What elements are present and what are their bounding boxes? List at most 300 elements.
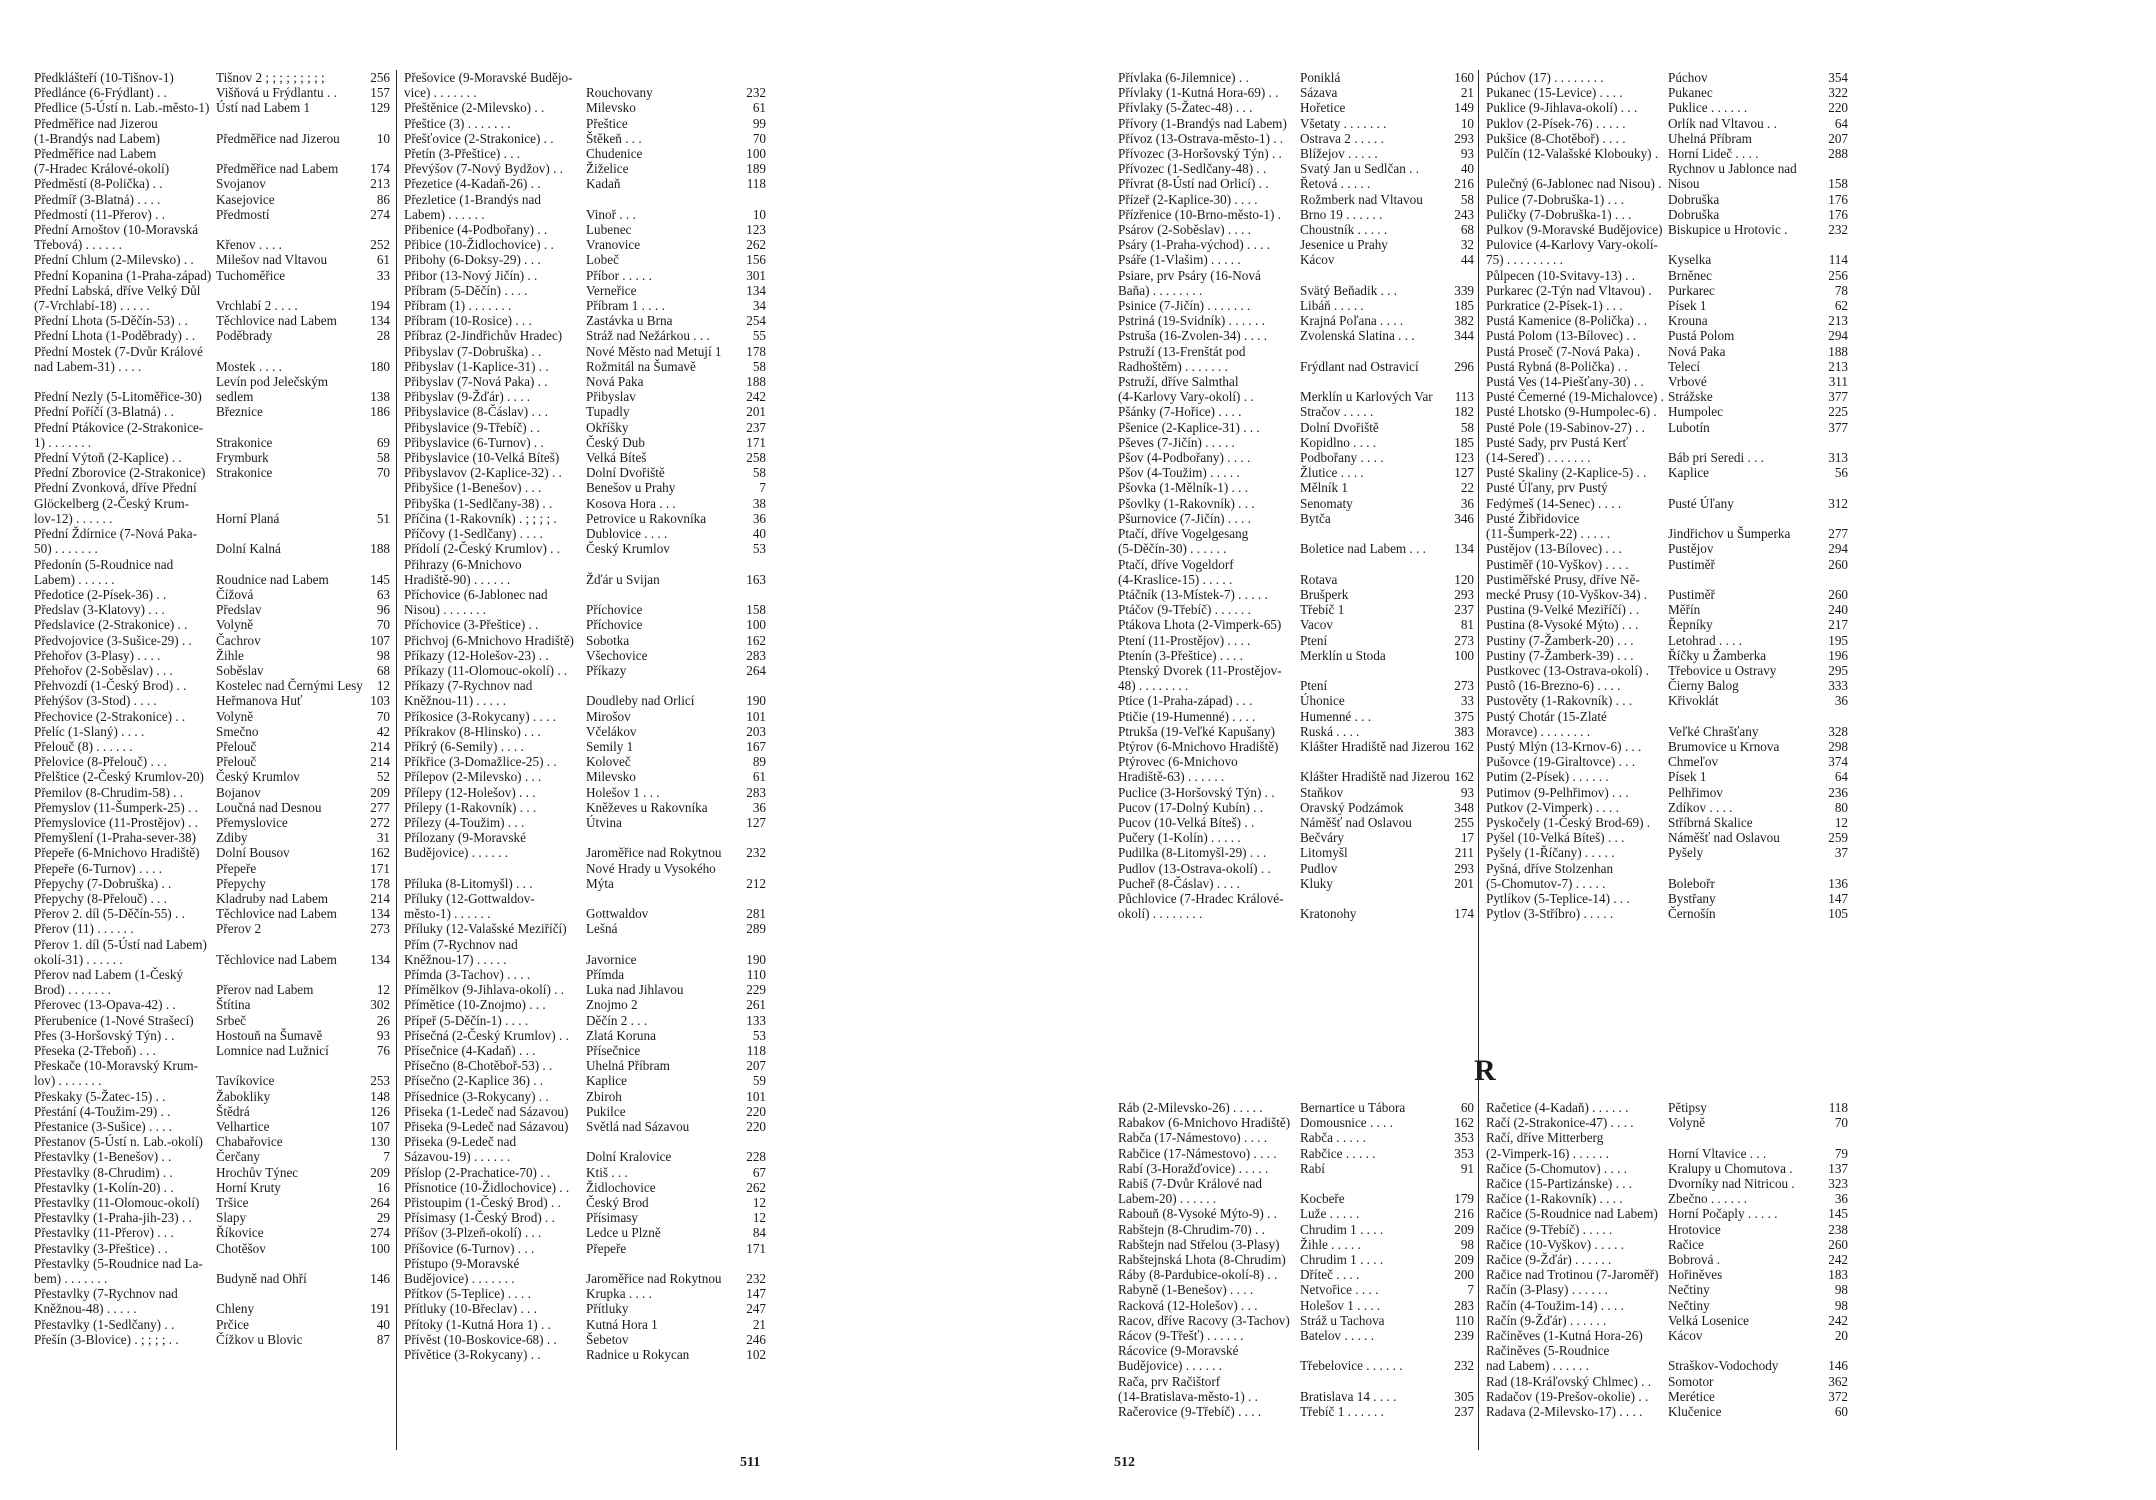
entry-page-number: 294 — [1828, 328, 1848, 344]
index-entry — [34, 465, 390, 480]
entry-locality: Přemyslovice (11-Prostějov) . . — [34, 814, 198, 830]
entry-post-office: Kácov — [1300, 252, 1335, 268]
index-entry — [34, 663, 390, 678]
index-entry — [1118, 465, 1474, 480]
entry-post-office: Poniklá — [1300, 70, 1341, 85]
entry-locality: Rabakov (6-Mnichovo Hradiště) — [1118, 1115, 1291, 1131]
index-entry — [1486, 1176, 1848, 1191]
entry-page-number: 134 — [370, 313, 390, 329]
index-entry — [1486, 344, 1848, 359]
entry-page-number: 264 — [370, 1195, 390, 1211]
index-entry — [34, 572, 390, 587]
entry-locality: Pyšel (10-Velká Bíteš) . . . — [1486, 830, 1625, 846]
index-entry — [1486, 541, 1848, 556]
entry-locality: Budějovice) . . . . . . — [1118, 1358, 1223, 1374]
entry-locality: Přelovice (8-Přelouč) . . . — [34, 754, 167, 770]
entry-post-office: Dolní Bousov — [216, 845, 290, 861]
entry-page-number: 148 — [370, 1088, 390, 1104]
entry-post-office: Čerčany — [216, 1149, 260, 1165]
index-entry — [1486, 465, 1848, 480]
entry-page-number: 26 — [376, 1012, 390, 1028]
index-entry — [1486, 769, 1848, 784]
entry-page-number: 382 — [1454, 313, 1474, 329]
entry-locality: Přestavlky (1-Sedlčany) . . — [34, 1316, 175, 1332]
entry-post-office: Hořiněves — [1668, 1267, 1723, 1283]
index-entry — [404, 633, 766, 648]
entry-page-number: 232 — [746, 85, 766, 101]
entry-post-office: Benešov u Prahy — [586, 480, 676, 496]
index-entry — [34, 298, 390, 313]
entry-locality: Přehořov (2-Soběslav) . . . — [34, 662, 173, 678]
entry-page-number: 7 — [1467, 1282, 1474, 1298]
index-entry — [404, 1134, 766, 1149]
index-entry — [404, 161, 766, 176]
entry-page-number: 162 — [1454, 738, 1474, 754]
index-entry — [404, 952, 766, 967]
entry-page-number: 70 — [376, 465, 390, 481]
entry-locality: Předonín (5-Roudnice nad — [34, 556, 174, 572]
entry-page-number: 84 — [752, 1225, 766, 1241]
index-entry — [34, 283, 390, 298]
index-entry — [34, 815, 390, 830]
entry-page-number: 190 — [746, 693, 766, 709]
entry-locality: Budějovice) . . . . . . — [404, 845, 509, 861]
entry-post-office: Kácov — [1668, 1328, 1703, 1344]
index-entry — [404, 192, 766, 207]
index-entry — [1118, 389, 1474, 404]
index-entry — [1486, 1343, 1848, 1358]
index-entry — [34, 648, 390, 663]
entry-post-office: Milevsko — [586, 100, 636, 116]
entry-locality: Pustiměřské Prusy, dříve Ně- — [1486, 571, 1640, 587]
entry-locality: Račín (4-Toužim-14) . . . . — [1486, 1297, 1624, 1313]
entry-post-office: Pětipsy — [1668, 1100, 1707, 1115]
index-entry — [404, 1256, 766, 1271]
entry-page-number: 64 — [1834, 115, 1848, 131]
entry-post-office: Vinoř . . . — [586, 206, 636, 222]
entry-locality: Přestavlky (1-Kolín-20) . . — [34, 1179, 174, 1195]
entry-post-office: Volyně — [216, 708, 254, 724]
index-entry — [34, 1317, 390, 1332]
entry-page-number: 100 — [746, 146, 766, 162]
entry-page-number: 118 — [746, 1043, 766, 1058]
index-entry — [1486, 572, 1848, 587]
entry-page-number: 171 — [746, 1240, 766, 1256]
entry-locality: Přestání (4-Toužim-29) . . — [34, 1103, 171, 1119]
entry-post-office: Žabokliky — [216, 1088, 271, 1104]
entry-page-number: 189 — [746, 161, 766, 177]
entry-page-number: 10 — [1460, 115, 1474, 131]
entry-locality: Přestavlky (1-Benešov) . . — [34, 1149, 172, 1165]
entry-post-office: Rouchovany — [586, 85, 653, 101]
entry-locality: (4-Karlovy Vary-okolí) . . — [1118, 389, 1254, 405]
index-entry — [404, 1271, 766, 1286]
index-entry — [1486, 1404, 1848, 1419]
entry-locality: Přepeře (6-Turnov) . . . . — [34, 860, 163, 876]
index-entry — [404, 131, 766, 146]
index-entry — [404, 359, 766, 374]
entry-post-office: Přísečnice — [586, 1043, 641, 1058]
entry-page-number: 40 — [752, 526, 766, 542]
entry-post-office: Luže . . . . . — [1300, 1206, 1360, 1222]
left-column-1 — [34, 70, 390, 1347]
entry-page-number: 99 — [752, 115, 766, 131]
index-entry — [1486, 602, 1848, 617]
entry-locality: Rača, prv Račištorf — [1118, 1373, 1221, 1389]
page-number-right: 512 — [1114, 1455, 1135, 1470]
entry-page-number: 305 — [1454, 1388, 1474, 1404]
index-entry — [1118, 845, 1474, 860]
entry-locality: okolí-31) . . . . . . — [34, 951, 123, 967]
index-entry — [1118, 100, 1474, 115]
entry-locality: Nisou) . . . . . . . — [404, 602, 487, 618]
entry-post-office: Všechovice — [586, 647, 648, 663]
entry-locality: Přestanice (3-Sušice) . . . . — [34, 1119, 173, 1135]
index-entry — [34, 678, 390, 693]
entry-post-office: Včelákov — [586, 723, 637, 739]
entry-locality: Přezletice (1-Brandýs nad — [404, 191, 541, 207]
index-entry — [34, 921, 390, 936]
index-entry — [1486, 389, 1848, 404]
entry-page-number: 176 — [1828, 191, 1848, 207]
entry-post-office: Dříteč . . . . — [1300, 1267, 1360, 1283]
entry-post-office: Lobeč — [586, 252, 619, 268]
entry-locality: (4-Kraslice-15) . . . . . — [1118, 571, 1233, 587]
index-entry — [404, 420, 766, 435]
entry-post-office: Lubenec — [586, 222, 632, 238]
index-entry — [1118, 161, 1474, 176]
index-entry — [1118, 1100, 1474, 1115]
index-entry — [1486, 313, 1848, 328]
entry-locality: Pulkov (9-Moravské Budějovice) — [1486, 222, 1663, 238]
entry-post-office: Čachrov — [216, 632, 261, 648]
entry-page-number: 114 — [1828, 252, 1848, 268]
entry-page-number: 186 — [370, 404, 390, 420]
entry-post-office: Podbořany . . . . — [1300, 450, 1384, 466]
entry-page-number: 33 — [376, 267, 390, 283]
index-entry — [1118, 328, 1474, 343]
entry-locality: Moravce) . . . . . . . . — [1486, 723, 1591, 739]
entry-page-number: 12 — [376, 678, 390, 694]
entry-locality: Přísnotice (10-Židlochovice) . . — [404, 1179, 570, 1195]
entry-page-number: 22 — [1460, 480, 1474, 496]
index-entry — [34, 724, 390, 739]
entry-post-office: Mostek . . . . — [216, 358, 282, 374]
entry-post-office: Chmeľov — [1668, 754, 1719, 770]
index-entry — [1118, 1206, 1474, 1221]
entry-page-number: 70 — [752, 130, 766, 146]
entry-page-number: 185 — [1454, 298, 1474, 314]
entry-locality: Přední Zvonková, dříve Přední — [34, 480, 197, 496]
entry-locality: Rabiš (7-Dvůr Králové nad — [1118, 1176, 1262, 1192]
entry-page-number: 69 — [376, 434, 390, 450]
entry-post-office: Vranovice — [586, 237, 641, 253]
entry-locality: (2-Vimperk-16) . . . . . . — [1486, 1145, 1609, 1161]
entry-page-number: 256 — [1828, 267, 1848, 283]
entry-page-number: 311 — [1828, 374, 1848, 390]
entry-locality: Glöckelberg (2-Český Krum- — [34, 495, 190, 511]
entry-page-number: 196 — [1828, 647, 1848, 663]
entry-locality: Přední Ptákovice (2-Strakonice- — [34, 419, 204, 435]
entry-locality: Přední Chlum (2-Milevsko) . . — [34, 252, 194, 268]
entry-page-number: 33 — [1460, 693, 1474, 709]
entry-locality: Přibyslav (7-Nová Paka) . . — [404, 374, 548, 390]
index-entry — [34, 937, 390, 952]
entry-post-office: Horní Lideč . . . . — [1668, 146, 1759, 162]
entry-locality: Předměstí (8-Polička) . . — [34, 176, 163, 192]
entry-post-office: Český Krumlov — [216, 769, 300, 785]
entry-page-number: 362 — [1828, 1373, 1848, 1389]
entry-locality: Předměřice nad Labem — [34, 146, 157, 162]
entry-page-number: 258 — [746, 450, 766, 466]
entry-post-office: Příchovice — [586, 617, 643, 633]
index-entry — [404, 1104, 766, 1119]
entry-locality: Puclice (3-Horšovský Týn) . . — [1118, 784, 1275, 800]
index-entry — [1118, 526, 1474, 541]
entry-locality: Pšovka (1-Mělník-1) . . . — [1118, 480, 1249, 496]
entry-locality: Psáře (1-Vlašim) . . . . . — [1118, 252, 1241, 268]
index-entry — [404, 861, 766, 891]
entry-page-number: 158 — [1828, 176, 1848, 192]
right-page — [1078, 0, 2156, 1500]
index-entry — [1118, 1374, 1474, 1389]
entry-locality: Putimov (9-Pelhřimov) . . . — [1486, 784, 1629, 800]
entry-locality: Pustina (8-Vysoké Mýto) . . . — [1486, 617, 1639, 633]
index-entry — [404, 648, 766, 663]
entry-post-office: Humenné . . . — [1300, 708, 1372, 724]
entry-locality: Příšovice (6-Turnov) . . . — [404, 1240, 535, 1256]
entry-page-number: 40 — [1460, 161, 1474, 177]
entry-post-office: Příkazy — [586, 662, 627, 678]
entry-locality: Ptení (11-Prostějov) . . . . — [1118, 632, 1251, 648]
entry-page-number: 93 — [1460, 146, 1474, 162]
entry-locality: Přibyšice (1-Benešov) . . . — [404, 480, 542, 496]
entry-post-office: Horní Počaply . . . . . — [1668, 1206, 1778, 1222]
entry-page-number: 127 — [1454, 465, 1474, 481]
index-entry — [1118, 496, 1474, 511]
index-entry — [404, 1013, 766, 1028]
entry-post-office: Kopidlno . . . . — [1300, 434, 1377, 450]
index-entry — [34, 1256, 390, 1271]
entry-locality: Přívozec (3-Horšovský Týn) . . — [1118, 146, 1282, 162]
entry-page-number: 214 — [370, 754, 390, 770]
index-entry — [404, 754, 766, 769]
entry-page-number: 232 — [1454, 1358, 1474, 1374]
entry-post-office: Měřín — [1668, 602, 1701, 618]
entry-post-office: Útvina — [586, 814, 622, 830]
entry-post-office: Ostrava 2 . . . . . — [1300, 130, 1384, 146]
entry-page-number: 176 — [1828, 206, 1848, 222]
index-entry — [34, 313, 390, 328]
entry-locality: 75) . . . . . . . . . — [1486, 252, 1563, 268]
entry-locality: Přívrat (8-Ústí nad Orlicí) . . — [1118, 176, 1269, 192]
entry-post-office: Žďár u Svijan — [586, 571, 660, 587]
entry-page-number: 149 — [1454, 100, 1474, 116]
entry-locality: Přibyslavov (2-Kaplice-32) . . — [404, 465, 562, 481]
index-entry — [404, 480, 766, 495]
entry-locality: bem) . . . . . . . — [34, 1271, 108, 1287]
index-entry — [34, 861, 390, 876]
entry-post-office: Přelouč — [216, 738, 257, 754]
entry-post-office: Přísimasy — [586, 1210, 639, 1226]
entry-locality: Přerov nad Labem (1-Český — [34, 966, 184, 982]
entry-page-number: 120 — [1454, 571, 1474, 587]
index-entry — [404, 1301, 766, 1316]
entry-locality: Psáry (1-Praha-východ) . . . . — [1118, 237, 1270, 253]
index-entry — [34, 1089, 390, 1104]
entry-post-office: Dobruška — [1668, 191, 1720, 207]
index-entry — [34, 268, 390, 283]
entry-post-office: Letohrad . . . . — [1668, 632, 1742, 648]
index-entry — [1486, 222, 1848, 237]
entry-post-office: Uhelná Příbram — [1668, 130, 1752, 146]
entry-post-office: Přemyslovice — [216, 814, 288, 830]
entry-page-number: 217 — [1828, 617, 1848, 633]
entry-locality: Příbram (5-Děčín) . . . . — [404, 282, 528, 298]
index-entry — [1486, 1130, 1848, 1145]
entry-locality: Přeseka (2-Třeboň) . . . — [34, 1043, 156, 1058]
index-entry — [34, 450, 390, 465]
entry-locality: Přestanov (5-Ústí n. Lab.-okolí) — [34, 1134, 203, 1150]
entry-locality: Přestavlky (8-Chrudim) . . — [34, 1164, 173, 1180]
entry-page-number: 100 — [1454, 647, 1474, 663]
entry-locality: Račice (1-Rakovník) . . . . — [1486, 1191, 1623, 1207]
entry-locality: Přísečno (8-Chotěboř-53) . . — [404, 1058, 553, 1074]
entry-page-number: 129 — [370, 100, 390, 116]
entry-locality: (1-Brandýs nad Labem) — [34, 130, 160, 146]
entry-locality: Brod) . . . . . . . — [34, 982, 111, 998]
entry-page-number: 214 — [370, 738, 390, 754]
entry-page-number: 20 — [1834, 1328, 1848, 1344]
entry-post-office: Písek 1 — [1668, 769, 1707, 785]
entry-post-office: Těchlovice nad Labem — [216, 313, 337, 329]
entry-locality: nad Labem) . . . . . . — [1486, 1358, 1589, 1374]
entry-post-office: Kasejovice — [216, 191, 275, 207]
entry-post-office: Doudleby nad Orlicí — [586, 693, 695, 709]
index-entry — [1118, 1252, 1474, 1267]
entry-page-number: 70 — [376, 617, 390, 633]
index-entry — [34, 496, 390, 511]
index-entry — [34, 952, 390, 967]
entry-post-office: Klučenice — [1668, 1404, 1722, 1420]
entry-post-office: Předslav — [216, 602, 262, 618]
entry-post-office: Horní Vltavice . . . — [1668, 1145, 1767, 1161]
entry-post-office: Vrchlabí 2 . . . . — [216, 298, 298, 314]
entry-page-number: 34 — [752, 298, 766, 314]
entry-locality: Přetín (3-Přeštice) . . . — [404, 146, 521, 162]
entry-post-office: Kutná Hora 1 — [586, 1316, 658, 1332]
entry-locality: 48) . . . . . . . . — [1118, 678, 1189, 694]
entry-post-office: Třebíč 1 — [1300, 602, 1345, 618]
entry-locality: Přím (7-Rychnov nad — [404, 936, 518, 952]
entry-locality: Pstruša (16-Zvolen-34) . . . . — [1118, 328, 1268, 344]
entry-post-office: Semily 1 — [586, 738, 634, 754]
entry-locality: Ráby (8-Pardubice-okolí-8) . . — [1118, 1267, 1278, 1283]
entry-locality: Pustějov (13-Bílovec) . . . — [1486, 541, 1622, 557]
entry-page-number: 225 — [1828, 404, 1848, 420]
entry-page-number: 264 — [746, 662, 766, 678]
entry-locality: Přešťovice (2-Strakonice) . . — [404, 130, 554, 146]
entry-locality: Ptenský Dvorek (11-Prostějov- — [1118, 662, 1282, 678]
index-entry — [34, 374, 390, 404]
entry-post-office: Říkovice — [216, 1225, 264, 1241]
entry-locality: Pulice (7-Dobruška-1) . . . — [1486, 191, 1625, 207]
entry-page-number: 171 — [370, 860, 390, 876]
entry-page-number: 123 — [746, 222, 766, 238]
index-entry — [404, 1180, 766, 1195]
index-entry — [1118, 693, 1474, 708]
entry-locality: Purkarec (2-Týn nad Vltavou) . — [1486, 282, 1652, 298]
entry-locality: Přítkov (5-Teplice) . . . . — [404, 1286, 531, 1302]
entry-locality: Račice (5-Chomutov) . . . . — [1486, 1160, 1627, 1176]
index-entry — [1486, 693, 1848, 708]
entry-page-number: 260 — [1828, 586, 1848, 602]
entry-post-office: Straškov-Vodochody — [1668, 1358, 1779, 1374]
entry-page-number: 52 — [376, 769, 390, 785]
entry-page-number: 216 — [1454, 1206, 1474, 1222]
entry-post-office: Holešov 1 . . . . — [1300, 1297, 1381, 1313]
entry-locality: Rad (18-Kráľovský Chlmec) . . — [1486, 1373, 1652, 1389]
entry-post-office: Lešná — [586, 921, 618, 937]
entry-locality: Přihrazy (6-Mnichovo — [404, 556, 522, 572]
entry-page-number: 262 — [746, 1179, 766, 1195]
entry-post-office: Biskupice u Hrotovic . — [1668, 222, 1788, 238]
entry-locality: Přestavlky (5-Roudnice nad La- — [34, 1255, 203, 1271]
entry-page-number: 162 — [746, 632, 766, 648]
entry-post-office: Somotor — [1668, 1373, 1714, 1389]
entry-post-office: Pukanec — [1668, 85, 1713, 101]
entry-locality: Příkazy (7-Rychnov nad — [404, 678, 533, 694]
index-entry — [1118, 1358, 1474, 1373]
entry-page-number: 348 — [1454, 799, 1474, 815]
entry-locality: Pustiny (7-Žamberk-39) . . . — [1486, 647, 1634, 663]
entry-post-office: Krupka . . . . — [586, 1286, 652, 1302]
index-entry — [1486, 663, 1848, 678]
index-entry — [34, 845, 390, 860]
entry-post-office: Holešov 1 . . . — [586, 784, 660, 800]
entry-post-office: Stráž nad Nežárkou . . . — [586, 328, 710, 344]
index-entry — [34, 1165, 390, 1180]
entry-post-office: Hořetice — [1300, 100, 1346, 116]
index-entry — [34, 511, 390, 526]
entry-post-office: Puklice . . . . . . — [1668, 100, 1748, 116]
index-entry — [34, 161, 390, 176]
entry-locality: Přibyška (1-Sedlčany-38) . . — [404, 495, 553, 511]
index-entry — [34, 906, 390, 921]
index-entry — [1486, 420, 1848, 435]
entry-locality: Přívory (1-Brandýs nad Labem) — [1118, 115, 1287, 131]
entry-locality: Přibyslavice (9-Třebíč) . . — [404, 419, 540, 435]
entry-locality: Račiněves (1-Kutná Hora-26) — [1486, 1328, 1643, 1344]
entry-locality: Příkrý (6-Semily) . . . . — [404, 738, 524, 754]
index-entry — [34, 328, 390, 343]
entry-locality: Předotice (2-Písek-36) . . — [34, 586, 167, 602]
entry-page-number: 60 — [1460, 1100, 1474, 1115]
entry-page-number: 277 — [370, 799, 390, 815]
entry-locality: Předměřice nad Jizerou — [34, 115, 158, 131]
entry-post-office: Budyně nad Ohří — [216, 1271, 307, 1287]
entry-post-office: Merétice — [1668, 1388, 1715, 1404]
entry-post-office: Ledce u Plzně — [586, 1225, 661, 1241]
entry-locality: Předslavice (2-Strakonice) . . — [34, 617, 188, 633]
entry-page-number: 160 — [1454, 70, 1474, 85]
entry-locality: Přibor (13-Nový Jičín) . . — [404, 267, 538, 283]
index-entry — [1486, 480, 1848, 495]
entry-page-number: 328 — [1828, 723, 1848, 739]
entry-page-number: 63 — [376, 586, 390, 602]
index-entry — [34, 100, 390, 115]
entry-post-office: Chleny — [216, 1301, 255, 1317]
